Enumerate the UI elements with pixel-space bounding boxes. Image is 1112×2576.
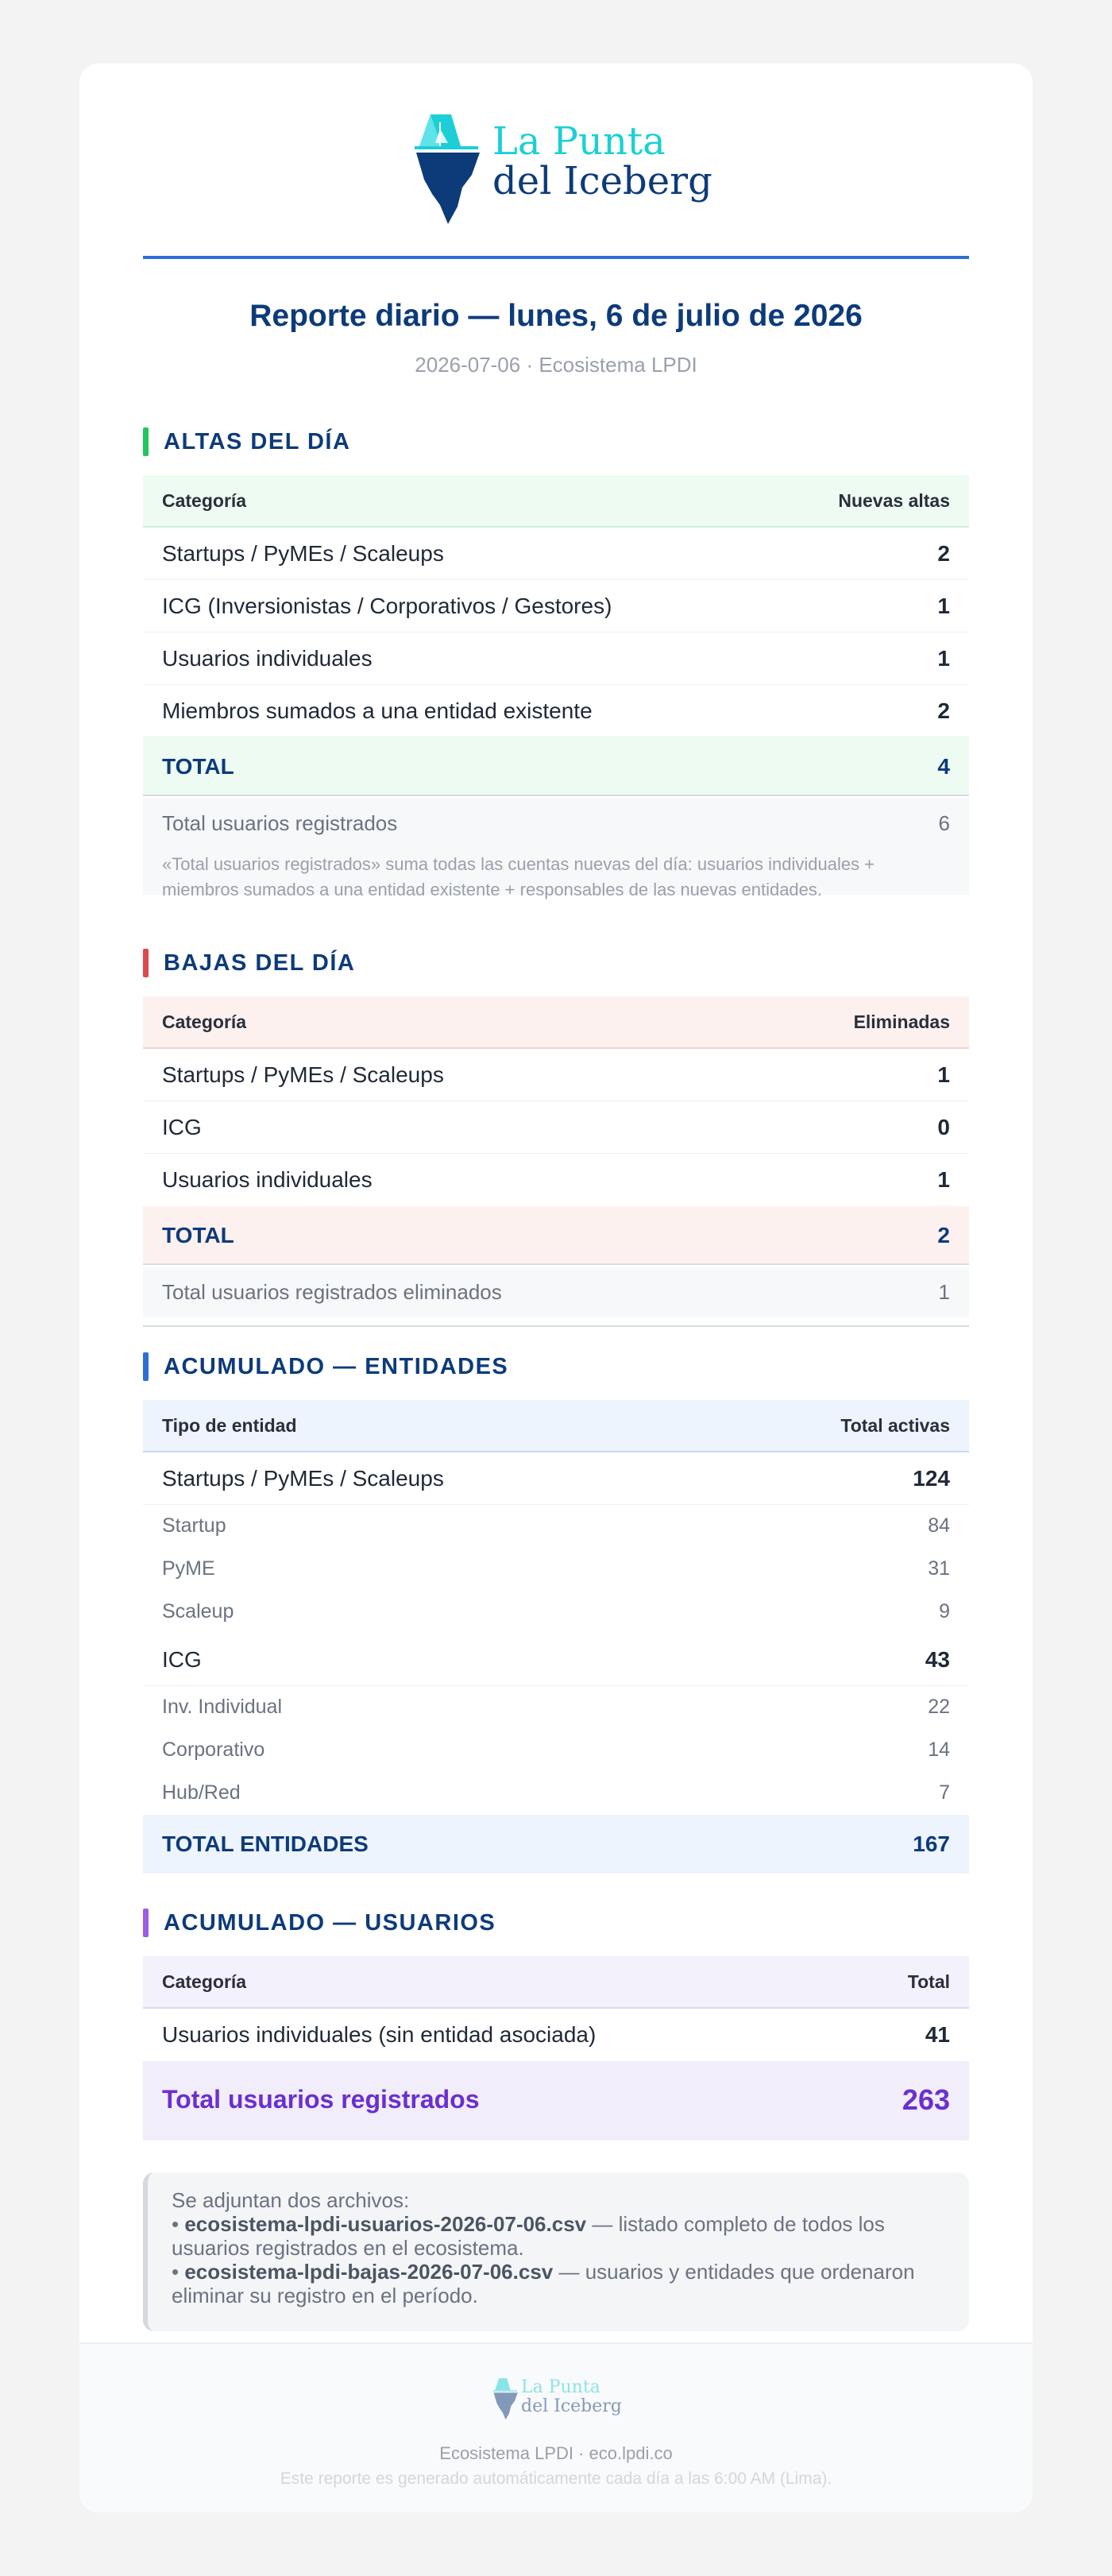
group-label: ICG — [162, 1647, 202, 1672]
bajas-col-category: Categoría — [162, 1011, 247, 1032]
grand-total-row — [143, 2061, 969, 2141]
total-label: TOTAL — [162, 1223, 234, 1247]
row-value: 0 — [937, 1115, 950, 1139]
row-label: Usuarios individuales (sin entidad asociada) — [162, 2022, 597, 2047]
subtype-label: Scaleup — [162, 1600, 234, 1623]
entidades-col-value: Total activas — [840, 1415, 950, 1436]
entity-subtype-row — [143, 1729, 969, 1772]
footer-logo-line1: La Punta — [521, 2377, 600, 2397]
subtype-label: PyME — [162, 1557, 215, 1580]
logo-wordmark-line2: del Iceberg — [492, 159, 712, 203]
bajas-registered-row — [143, 1267, 969, 1317]
attachments-note — [143, 2172, 969, 2331]
row-value: 1 — [937, 594, 950, 618]
row-value: 2 — [937, 698, 950, 723]
footer-disclaimer: Este reporte es generado automáticamente cada día a las 6:00 AM (Lima). — [280, 2470, 832, 2488]
bajas-total-row — [143, 1206, 969, 1265]
row-value: 1 — [937, 646, 950, 671]
subtype-value: 7 — [939, 1781, 950, 1804]
usuarios-table-header — [143, 1956, 969, 2009]
footer — [79, 2342, 1033, 2512]
table-row — [143, 1101, 969, 1154]
attachment-description: — listado completo de todos los usuarios registrados en el ecosistema. — [172, 2212, 885, 2260]
altas-registered-row — [143, 798, 969, 849]
table-row — [143, 2009, 969, 2061]
altas-table-header — [143, 475, 969, 528]
row-label: Startups / PyMEs / Scaleups — [162, 541, 444, 566]
bajas-table-header — [143, 996, 969, 1049]
registered-label: Total usuarios registrados eliminados — [162, 1280, 502, 1304]
altas-total-row — [143, 737, 969, 796]
usuarios-col-category: Categoría — [162, 1971, 247, 1992]
entity-subtype-row — [143, 1591, 969, 1634]
report-card — [79, 64, 1033, 2512]
subtype-value: 84 — [928, 1514, 950, 1537]
total-value: 2 — [937, 1223, 950, 1247]
entidades-accent-bar — [143, 1352, 149, 1381]
row-value: 41 — [925, 2022, 950, 2047]
total-label: TOTAL ENTIDADES — [162, 1831, 369, 1856]
bajas-accent-bar — [143, 949, 149, 977]
total-value: 4 — [937, 754, 950, 779]
group-value: 43 — [925, 1647, 950, 1672]
entity-subtype-row — [143, 1686, 969, 1729]
attachment-item: • ecosistema-lpdi-usuarios-2026-07-06.csv — listado completo de todos los usuarios registrados en el ecosistema. — [172, 2212, 885, 2260]
table-row — [143, 685, 969, 737]
footer-site-link[interactable]: Ecosistema LPDI · eco.lpdi.co — [439, 2443, 673, 2463]
subtype-label: Inv. Individual — [162, 1696, 283, 1718]
table-row — [143, 632, 969, 685]
entidades-total-row — [143, 1815, 969, 1874]
subtype-value: 9 — [939, 1600, 950, 1623]
entidades-col-category: Tipo de entidad — [162, 1415, 297, 1436]
subtype-label: Startup — [162, 1514, 226, 1537]
entidades-table-header — [143, 1400, 969, 1452]
row-label: Startups / PyMEs / Scaleups — [162, 1062, 444, 1087]
registered-label: Total usuarios registrados — [162, 811, 398, 835]
attachment-description: — usuarios y entidades que ordenaron eliminar su registro en el período. — [172, 2260, 915, 2307]
attachment-filename: ecosistema-lpdi-usuarios-2026-07-06.csv — [184, 2212, 587, 2236]
entity-group-row — [143, 1634, 969, 1686]
usuarios-section-title: ACUMULADO — USUARIOS — [164, 1910, 496, 1936]
altas-footnote: «Total usuarios registrados» suma todas las cuentas nuevas del día: usuarios individuales + miembros sumados a una entidad existente + responsables de las nuevas entidades. — [143, 849, 969, 895]
table-row — [143, 528, 969, 580]
footer-logo-line2: del Iceberg — [521, 2396, 622, 2416]
total-label: TOTAL — [162, 754, 234, 779]
entidades-section-title: ACUMULADO — ENTIDADES — [164, 1354, 509, 1379]
attachment-filename: ecosistema-lpdi-bajas-2026-07-06.csv — [184, 2260, 554, 2284]
entity-subtype-row — [143, 1505, 969, 1548]
registered-value: 1 — [938, 1280, 950, 1304]
entity-subtype-row — [143, 1772, 969, 1815]
footer-logo — [492, 2374, 627, 2425]
table-row — [143, 1049, 969, 1101]
row-label: Usuarios individuales — [162, 646, 373, 671]
altas-col-category: Categoría — [162, 490, 247, 511]
entity-subtype-row — [143, 1548, 969, 1591]
header-divider — [143, 256, 969, 259]
entity-group-row — [143, 1452, 969, 1505]
usuarios-accent-bar — [143, 1909, 149, 1937]
altas-section-title: ALTAS DEL DÍA — [164, 429, 351, 454]
grand-total-label: Total usuarios registrados — [162, 2085, 480, 2114]
registered-value: 6 — [938, 811, 950, 835]
group-value: 124 — [913, 1466, 950, 1491]
altas-col-value: Nuevas altas — [838, 490, 950, 511]
row-value: 1 — [937, 1062, 950, 1087]
bajas-section-title: BAJAS DEL DÍA — [164, 950, 356, 976]
row-label: ICG — [162, 1115, 202, 1139]
row-label: ICG (Inversionistas / Corporativos / Gestores) — [162, 594, 612, 618]
brand-logo — [413, 111, 712, 230]
subtype-value: 31 — [928, 1557, 950, 1580]
table-row — [143, 580, 969, 632]
row-value: 1 — [937, 1167, 950, 1192]
group-label: Startups / PyMEs / Scaleups — [162, 1466, 444, 1491]
subtype-value: 14 — [928, 1739, 950, 1761]
iceberg-logo-icon — [492, 2374, 519, 2425]
table-row — [143, 1154, 969, 1206]
subtype-value: 22 — [928, 1696, 950, 1718]
attachments-intro: Se adjuntan dos archivos: — [172, 2188, 410, 2212]
report-title: Reporte diario — lunes, 6 de julio de 2026 — [249, 299, 863, 333]
bajas-col-value: Eliminadas — [853, 1011, 950, 1032]
usuarios-col-value: Total — [907, 1971, 950, 1992]
total-value: 167 — [913, 1831, 950, 1856]
logo-wordmark-line1: La Punta — [492, 119, 666, 164]
altas-accent-bar — [143, 427, 149, 456]
attachment-item: • ecosistema-lpdi-bajas-2026-07-06.csv — usuarios y entidades que ordenaron eliminar su registro en el período. — [172, 2260, 915, 2307]
grand-total-value: 263 — [902, 2083, 950, 2116]
row-value: 2 — [937, 541, 950, 566]
report-subtitle: 2026-07-06 · Ecosistema LPDI — [415, 353, 697, 377]
row-label: Miembros sumados a una entidad existente — [162, 698, 593, 723]
row-label: Usuarios individuales — [162, 1167, 373, 1192]
subtype-label: Corporativo — [162, 1739, 265, 1761]
iceberg-logo-icon — [413, 111, 485, 230]
subtype-label: Hub/Red — [162, 1781, 241, 1804]
